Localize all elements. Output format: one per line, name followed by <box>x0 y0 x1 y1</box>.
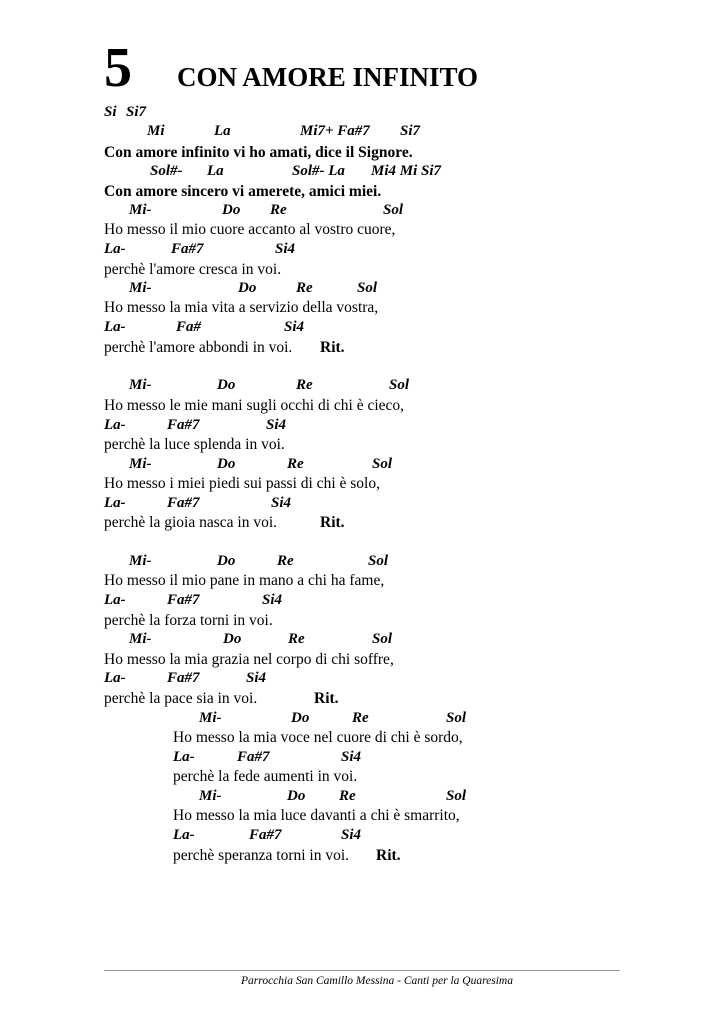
chord: La <box>214 123 231 139</box>
lyric-line: perchè la gioia nasca in voi. <box>104 514 278 531</box>
chord: Fa#7 <box>167 495 200 511</box>
chord: Mi- <box>129 280 152 296</box>
chord: Si4 <box>271 495 292 511</box>
rit-marker: Rit. <box>376 847 401 864</box>
chord: Fa#7 <box>171 241 204 257</box>
chord: Do <box>223 631 242 647</box>
chord: Fa#7 <box>167 670 200 686</box>
lyric-line: perchè speranza torni in voi. <box>173 847 350 864</box>
chord: La- <box>173 827 195 843</box>
chord: Mi7+ Fa#7 <box>300 123 370 139</box>
rit-marker: Rit. <box>314 690 339 707</box>
chord: Re <box>339 788 356 804</box>
chord: Mi- <box>129 456 152 472</box>
chord: Mi- <box>129 377 152 393</box>
lyric-line: Ho messo i miei piedi sui passi di chi è solo, <box>104 475 380 492</box>
chord: Sol <box>357 280 378 296</box>
chord: Sol <box>372 456 393 472</box>
lyric-line: Ho messo la mia voce nel cuore di chi è sordo, <box>173 729 463 746</box>
chord: La- <box>104 241 126 257</box>
chord: Si7 <box>126 104 147 120</box>
lyric-line: Ho messo il mio cuore accanto al vostro cuore, <box>104 221 396 238</box>
lyric-line: Ho messo la mia luce davanti a chi è smarrito, <box>173 807 460 824</box>
chord: Sol <box>368 553 389 569</box>
lyric-line: perchè la fede aumenti in voi. <box>173 768 358 785</box>
chord: Re <box>352 710 369 726</box>
chord: Sol <box>446 788 467 804</box>
chord: Si4 <box>341 749 362 765</box>
chord: Re <box>270 202 287 218</box>
chord: Mi- <box>199 788 222 804</box>
chord: La- <box>104 592 126 608</box>
chord: La- <box>173 749 195 765</box>
chord: Do <box>217 456 236 472</box>
chord: La- <box>104 319 126 335</box>
chord: Mi- <box>199 710 222 726</box>
chord: Mi <box>147 123 165 139</box>
chord: Re <box>277 553 294 569</box>
chord: Fa# <box>176 319 202 335</box>
chord: Fa#7 <box>167 417 200 433</box>
chord: Sol <box>446 710 467 726</box>
chord: Do <box>238 280 257 296</box>
page-footer: Parrocchia San Camillo Messina - Canti per la Quaresima <box>241 975 513 987</box>
lyric-line: perchè la luce splenda in voi. <box>104 436 285 453</box>
chord: Sol#- La <box>292 163 345 179</box>
chord: Sol <box>389 377 410 393</box>
chord: La <box>207 163 224 179</box>
chord: Si <box>104 104 117 120</box>
chord: Si4 <box>275 241 296 257</box>
chord: Si4 <box>262 592 283 608</box>
chord: La- <box>104 417 126 433</box>
lyric-line: perchè la pace sia in voi. <box>104 690 258 707</box>
chord: Sol <box>383 202 404 218</box>
chord: Si7 <box>400 123 421 139</box>
chord: Mi- <box>129 631 152 647</box>
chord: Sol <box>372 631 393 647</box>
lyric-line: perchè la forza torni in voi. <box>104 612 273 629</box>
chord: Re <box>288 631 305 647</box>
chord: Do <box>291 710 310 726</box>
chord: La- <box>104 670 126 686</box>
chord: Si4 <box>246 670 267 686</box>
chord: Mi4 Mi Si7 <box>371 163 442 179</box>
rit-marker: Rit. <box>320 514 345 531</box>
rit-marker: Rit. <box>320 339 345 356</box>
chord: Re <box>296 280 313 296</box>
chord: Do <box>222 202 241 218</box>
lyric-line: Ho messo le mie mani sugli occhi di chi è cieco, <box>104 397 405 414</box>
song-number: 5 <box>104 37 132 99</box>
chord: Si4 <box>341 827 362 843</box>
chord: Fa#7 <box>167 592 200 608</box>
lyric-line: Con amore infinito vi ho amati, dice il Signore. <box>104 144 413 161</box>
footer-separator <box>104 970 620 971</box>
chord: Si4 <box>266 417 287 433</box>
chord: Re <box>287 456 304 472</box>
song-title: CON AMORE INFINITO <box>177 62 479 92</box>
chord: Re <box>296 377 313 393</box>
chord: Do <box>217 377 236 393</box>
lyric-line: Con amore sincero vi amerete, amici miei. <box>104 183 382 200</box>
lyric-line: Ho messo la mia vita a servizio della vostra, <box>104 299 379 316</box>
chord: Do <box>287 788 306 804</box>
chord: Si4 <box>284 319 305 335</box>
chord: Fa#7 <box>237 749 270 765</box>
chord: La- <box>104 495 126 511</box>
chord: Mi- <box>129 202 152 218</box>
chord: Do <box>217 553 236 569</box>
chord: Mi- <box>129 553 152 569</box>
lyric-line: perchè l'amore cresca in voi. <box>104 261 282 278</box>
lyric-line: perchè l'amore abbondi in voi. <box>104 339 293 356</box>
chord: Sol#- <box>150 163 183 179</box>
lyric-line: Ho messo la mia grazia nel corpo di chi soffre, <box>104 651 394 668</box>
chord: Fa#7 <box>249 827 282 843</box>
lyric-line: Ho messo il mio pane in mano a chi ha fame, <box>104 572 385 589</box>
